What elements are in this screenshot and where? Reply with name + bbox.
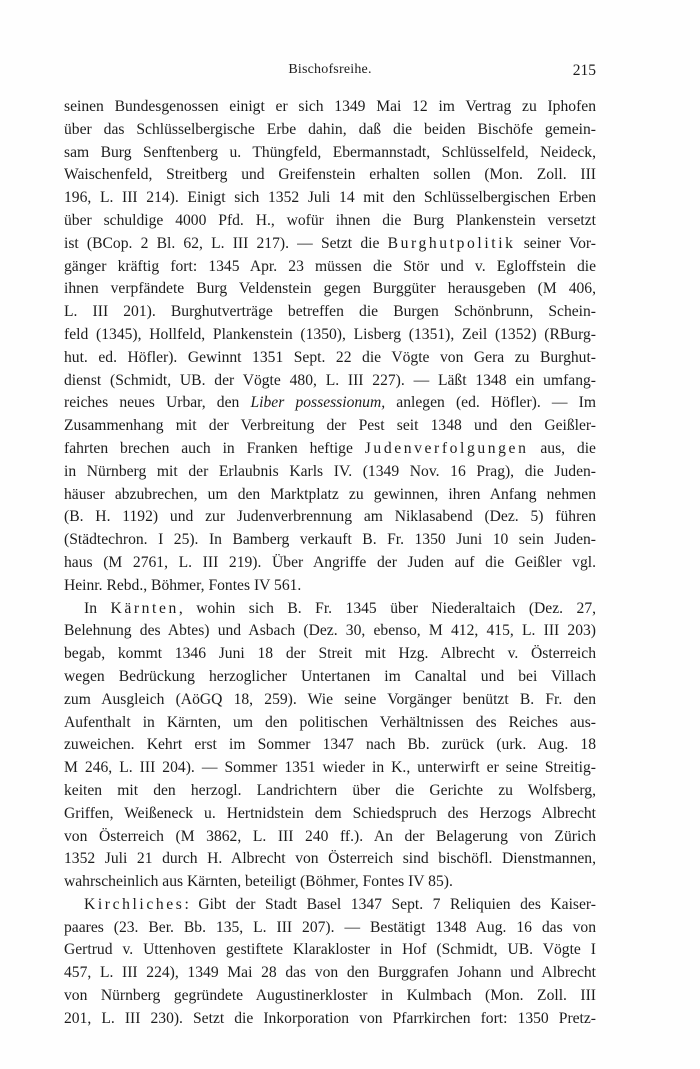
text-run: (B. H. 1192) und zur Judenverbrennung am Niklasabend (Dez. 5) führen (64, 508, 596, 526)
text-run: von Österreich (M 3862, L. III 240 ff.). An der Belagerung von Zürich (64, 827, 596, 845)
text-line (64, 392, 596, 415)
text-line (64, 256, 596, 279)
text-line (64, 871, 596, 894)
text-run: Griffen, Weißeneck u. Hertnidstein dem Schiedspruch des Herzogs Albrecht (64, 804, 596, 822)
text-line (64, 666, 596, 689)
text-line (64, 734, 596, 757)
text-line (64, 529, 596, 552)
text-run: keiten mit den herzogl. Landrichtern über die Gerichte zu Wolfsberg, (64, 781, 596, 799)
text-line (64, 164, 596, 187)
text-run: sam Burg Senftenberg u. Thüngfeld, Ebermannstadt, Schlüsselfeld, Neideck, (64, 143, 596, 161)
text-line (64, 689, 596, 712)
text-run: feld (1345), Hollfeld, Plankenstein (1350), Lisberg (1351), Zeil (1352) (RBurg- (64, 325, 596, 343)
text-run: Aufenthalt in Kärnten, um den politischen Verhältnissen des Reiches aus- (64, 713, 596, 731)
text-run: 196, L. III 214). Einigt sich 1352 Juli 14 mit den Schlüsselbergischen Erben (64, 189, 596, 207)
text-line (64, 712, 596, 735)
text-run: 201, L. III 230). Setzt die Inkorporation von Pfarrkirchen fort: 1350 Pretz- (64, 1009, 596, 1027)
text-line (64, 962, 596, 985)
text-line (64, 1008, 596, 1031)
text-line (64, 278, 596, 301)
text-run: seiner Vor- (515, 234, 596, 252)
text-line (64, 803, 596, 826)
text-run: wegen Bedrückung herzoglicher Untertanen im Canaltal und bei Villach (64, 667, 596, 685)
text-line (64, 370, 596, 393)
text-run: fahrten brechen auch in Franken heftige (64, 439, 365, 457)
text-run: L. III 201). Burghutverträge betreffen die Burgen Schönbrunn, Schein- (64, 303, 596, 321)
text-line (64, 461, 596, 484)
text-line (64, 826, 596, 849)
text-run: In (84, 599, 111, 617)
spaced-emphasis: Judenverfolgungen (364, 439, 529, 457)
text-run: von Nürnberg gegründete Augustinerkloster in Kulmbach (Mon. Zoll. III (64, 987, 596, 1005)
text-line (64, 347, 596, 370)
text-run: haus (M 2761, L. III 219). Über Angriffe der Juden auf die Geißler vgl. (64, 553, 596, 571)
text-run: M 246, L. III 204). — Sommer 1351 wieder in K., unterwirft er seine Streitig- (64, 759, 596, 777)
text-line (64, 848, 596, 871)
text-run: wahrscheinlich aus Kärnten, beteiligt (Böhmer, Fontes IV 85). (64, 873, 453, 891)
text-line (64, 324, 596, 347)
text-line (64, 233, 596, 256)
body-text (64, 96, 596, 1031)
text-line (64, 210, 596, 233)
text-line (64, 119, 596, 142)
text-run: (Städtechron. I 25). In Bamberg verkauft B. Fr. 1350 Juni 10 sein Juden- (64, 531, 596, 549)
text-run: paares (23. Ber. Bb. 135, L. III 207). — Bestätigt 1348 Aug. 16 das von (64, 918, 596, 936)
text-line (64, 620, 596, 643)
text-run: : Gibt der Stadt Basel 1347 Sept. 7 Reliquien des Kaiser- (184, 895, 596, 913)
text-run: , wohin sich B. Fr. 1345 über Niederaltaich (Dez. 27, (178, 599, 597, 617)
text-line (64, 552, 596, 575)
running-title: Bischofsreihe. (288, 62, 372, 77)
text-run: gänger kräftig fort: 1345 Apr. 23 müssen die Stör und v. Egloffstein die (64, 257, 596, 275)
text-run: über schuldige 4000 Pfd. H., wofür ihnen die Burg Plankenstein versetzt (64, 211, 596, 229)
text-run: Belehnung des Abtes) und Asbach (Dez. 30, ebenso, M 412, 415, L. III 203) (64, 622, 596, 640)
text-run: Gertrud v. Uttenhoven gestiftete Klarakloster in Hof (Schmidt, UB. Vögte I (64, 941, 596, 959)
text-line (64, 301, 596, 324)
text-run: dienst (Schmidt, UB. der Vögte 480, L. III 227). — Läßt 1348 ein umfang- (64, 371, 596, 389)
text-run: hut. ed. Höfler). Gewinnt 1351 Sept. 22 die Vögte von Gera zu Burghut- (64, 348, 596, 366)
text-run: zuweichen. Kehrt erst im Sommer 1347 nach Bb. zurück (urk. Aug. 18 (64, 736, 596, 754)
text-line (64, 484, 596, 507)
text-run: zum Ausgleich (AöGQ 18, 259). Wie seine Vorgänger benützt B. Fr. den (64, 690, 596, 708)
text-line (64, 917, 596, 940)
text-run: häuser abzubrechen, um den Marktplatz zu gewinnen, ihren Anfang nehmen (64, 485, 596, 503)
text-run: über das Schlüsselbergische Erbe dahin, daß die beiden Bischöfe gemein- (64, 120, 596, 138)
text-line (64, 575, 596, 598)
text-line (64, 894, 596, 917)
text-line (64, 438, 596, 461)
text-line (64, 939, 596, 962)
text-run: 1352 Juli 21 durch H. Albrecht von Österreich sind bischöfl. Dienstmannen, (64, 850, 596, 868)
text-run: seinen Bundesgenossen einigt er sich 1349 Mai 12 im Vertrag zu Iphofen (64, 98, 596, 115)
text-line (64, 598, 596, 621)
text-run: 457, L. III 224), 1349 Mai 28 das von den Burggrafen Johann und Albrecht (64, 964, 596, 982)
text-run: Zusammenhang mit der Verbreitung der Pest seit 1348 und den Geißler- (64, 417, 596, 435)
text-run: anlegen (ed. Höfler). — Im (385, 394, 596, 412)
text-run: ist (BCop. 2 Bl. 62, L. III 217). — Setzt die (64, 234, 388, 252)
text-line (64, 757, 596, 780)
spaced-emphasis: Kirchliches (84, 895, 185, 913)
spaced-emphasis: Kärnten (110, 599, 179, 617)
text-run: aus, die (528, 439, 596, 457)
text-run: in Nürnberg mit der Erlaubnis Karls IV. (1349 Nov. 16 Prag), die Juden- (64, 462, 596, 480)
running-head (64, 62, 596, 84)
text-line (64, 780, 596, 803)
spaced-emphasis: Burghutpolitik (387, 234, 516, 252)
text-line (64, 142, 596, 165)
text-line (64, 985, 596, 1008)
text-line (64, 187, 596, 210)
italic-title: Liber possessionum, (250, 394, 386, 412)
text-line (64, 643, 596, 666)
text-run: reiches neues Urbar, den (64, 394, 251, 412)
text-line (64, 415, 596, 438)
text-run: ihnen verpfändete Burg Veldenstein gegen Burggüter herausgeben (M 406, (64, 280, 596, 298)
text-run: Waischenfeld, Streitberg und Greifenstein erhalten sollen (Mon. Zoll. III (64, 166, 596, 184)
text-run: Heinr. Rebd., Böhmer, Fontes IV 561. (64, 576, 302, 594)
text-line (64, 506, 596, 529)
text-line (64, 96, 596, 119)
page-number: 215 (572, 62, 596, 79)
text-run: begab, kommt 1346 Juni 18 der Streit mit Hzg. Albrecht v. Österreich (64, 645, 596, 663)
